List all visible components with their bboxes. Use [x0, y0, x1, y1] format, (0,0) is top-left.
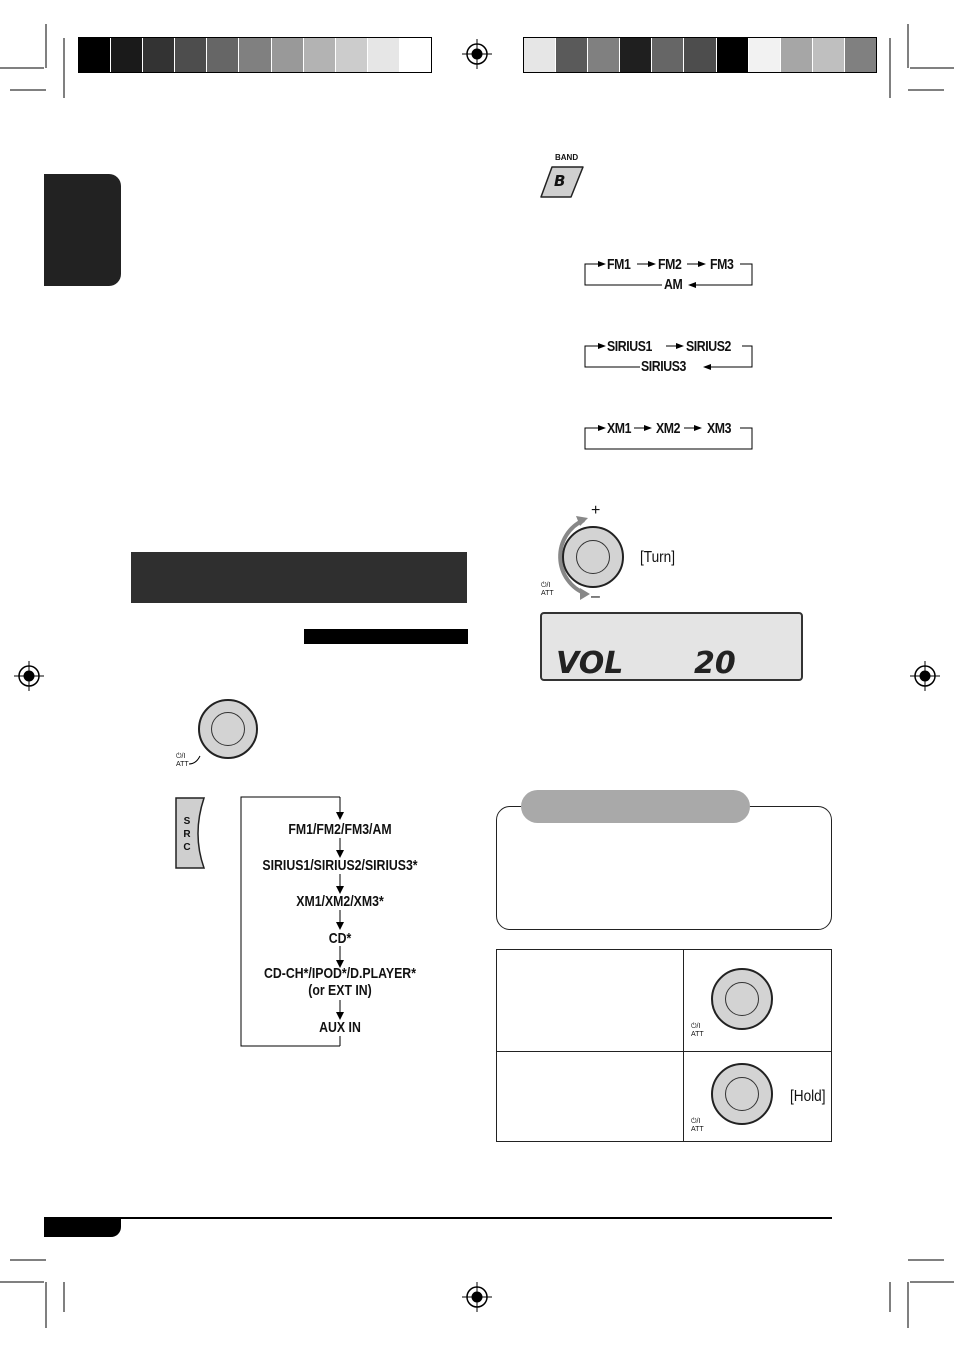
- band-xm2: XM2: [656, 420, 681, 437]
- band-sirius3: SIRIUS3: [641, 358, 686, 375]
- color-bar-right: [523, 37, 877, 73]
- volume-plus-label: +: [591, 502, 601, 519]
- color-swatch: [780, 38, 812, 72]
- color-swatch: [79, 38, 110, 72]
- color-swatch: [651, 38, 683, 72]
- flow-item-sirius: SIRIUS1/SIRIUS2/SIRIUS3*: [262, 857, 418, 874]
- flow-item-cd: CD*: [328, 930, 352, 947]
- band-xm1: XM1: [607, 420, 632, 437]
- color-swatch: [619, 38, 651, 72]
- page-number-tab: [44, 1217, 121, 1237]
- table-row2-att-label: ATT: [691, 1126, 704, 1133]
- table-row1-knob[interactable]: [711, 968, 773, 1030]
- hold-label: [Hold]: [790, 1088, 826, 1105]
- color-swatch: [587, 38, 619, 72]
- color-swatch: [844, 38, 876, 72]
- color-swatch: [716, 38, 748, 72]
- src-letter-r: R: [183, 829, 191, 840]
- src-letter-c: C: [183, 842, 191, 853]
- color-swatch: [335, 38, 367, 72]
- table-row1-knob-center: [725, 982, 759, 1016]
- band-fm1: FM1: [607, 256, 631, 273]
- power-knob[interactable]: [198, 699, 258, 759]
- band-fm3: FM3: [710, 256, 734, 273]
- band-xm3: XM3: [707, 420, 732, 437]
- flow-item-xm: XM1/XM2/XM3*: [296, 893, 384, 910]
- color-swatch: [812, 38, 844, 72]
- volume-power-label: ⏻/I: [541, 582, 551, 589]
- color-swatch: [142, 38, 174, 72]
- footer-rule: [44, 1217, 832, 1219]
- color-swatch: [399, 38, 431, 72]
- knob-center: [211, 712, 245, 746]
- table-row1-att-label: ATT: [691, 1031, 704, 1038]
- color-swatch: [206, 38, 238, 72]
- registration-mark-top: [462, 39, 492, 69]
- color-swatch: [238, 38, 270, 72]
- band-sirius1: SIRIUS1: [607, 338, 652, 355]
- src-letter-s: S: [183, 816, 191, 827]
- volume-att-label: ATT: [541, 590, 554, 597]
- table-row1-power-label: ⏻/I: [691, 1023, 701, 1030]
- registration-mark-bottom: [462, 1282, 492, 1312]
- band-am: AM: [664, 276, 683, 293]
- band-button-label: BAND: [555, 153, 579, 162]
- section-header: [131, 552, 467, 603]
- flow-item-fm-am: FM1/FM2/FM3/AM: [288, 821, 392, 838]
- info-box: [496, 806, 832, 930]
- table-row2-knob-center: [725, 1077, 759, 1111]
- flow-item-cd-changer: CD-CH*/IPOD*/D.PLAYER*: [264, 965, 416, 982]
- color-bar-left: [78, 37, 432, 73]
- flow-item-ext-in: (or EXT IN): [308, 982, 372, 999]
- lcd-vol-label: VOL: [556, 646, 624, 681]
- table-row2-knob[interactable]: [711, 1063, 773, 1125]
- volume-minus-label: –: [591, 588, 600, 605]
- power-label: ⏻/I: [176, 753, 186, 760]
- color-swatch: [271, 38, 303, 72]
- table-row2-power-label: ⏻/I: [691, 1118, 701, 1125]
- flow-item-aux-in: AUX IN: [319, 1019, 361, 1036]
- registration-mark-right: [910, 661, 940, 691]
- color-swatch: [524, 38, 555, 72]
- lcd-vol-value: 20: [694, 646, 736, 681]
- info-box-title-pill: [521, 790, 750, 823]
- volume-knob-center: [576, 540, 610, 574]
- turn-label: [Turn]: [640, 549, 676, 566]
- volume-knob[interactable]: [562, 526, 624, 588]
- table-column-divider: [683, 950, 684, 1141]
- color-swatch: [748, 38, 780, 72]
- att-curve-icon: [188, 754, 202, 766]
- operation-table: [496, 949, 832, 1142]
- color-swatch: [110, 38, 142, 72]
- subsection-label-bar: [304, 629, 468, 644]
- color-swatch: [174, 38, 206, 72]
- band-button-glyph: B: [554, 172, 566, 190]
- color-swatch: [303, 38, 335, 72]
- table-row-divider: [497, 1051, 831, 1052]
- lcd-display: [540, 612, 803, 681]
- color-swatch: [555, 38, 587, 72]
- color-swatch: [367, 38, 399, 72]
- band-fm2: FM2: [658, 256, 682, 273]
- att-label: ATT: [176, 761, 189, 768]
- registration-mark-left: [14, 661, 44, 691]
- band-sirius2: SIRIUS2: [686, 338, 731, 355]
- src-letters: [181, 815, 193, 854]
- language-tab: [44, 174, 121, 286]
- color-swatch: [683, 38, 715, 72]
